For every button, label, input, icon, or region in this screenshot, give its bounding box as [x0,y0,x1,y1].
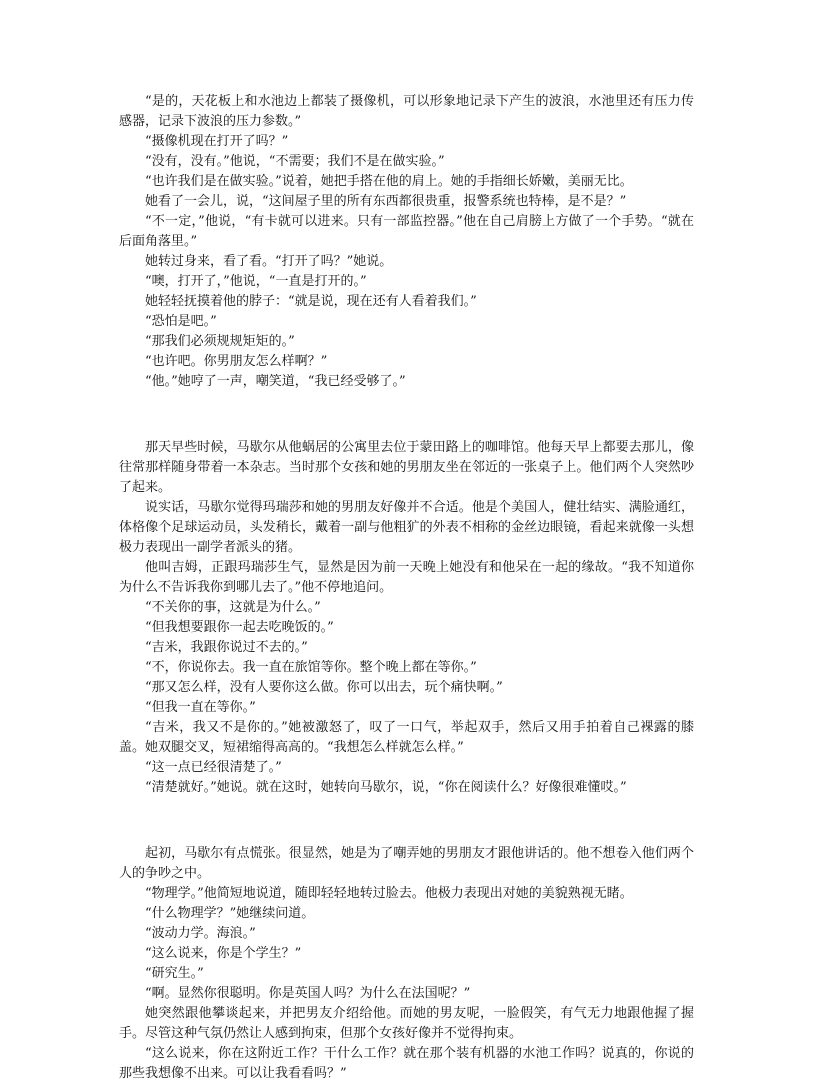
paragraph: “恐怕是吧。” [145,314,217,329]
paragraph: “清楚就好。”她说。就在这时，她转向马歇尔，说，“你在阅读什么？好像很难懂哎。” [145,780,627,795]
paragraph: “没有，没有。”他说，“不需要；我们不是在做实验。” [145,154,445,169]
paragraph: 她转过身来，看了看。“打开了吗？”她说。 [145,254,393,269]
paragraph: 说实话，马歇尔觉得玛瑞莎和她的男朋友好像并不合适。他是个美国人，健壮结实、满脸通红，体格像个足球运动员，头发稍长，戴着一副与他粗犷的外表不相称的金丝边眼镜，看起来就像一头想极力表现出一副学者派头的猪。 [119,500,694,555]
paragraph-spacer [119,811,694,831]
paragraph: 她突然跟他攀谈起来，并把男友介绍给他。而她的男友呢，一脸假笑，有气无力地跟他握了握手。尽管这种气氛仍然让人感到拘束，但那个女孩好像并不觉得拘束。 [119,1006,694,1041]
paragraph: “波动力学。海浪。” [145,926,256,941]
paragraph: “也许我们是在做实验。”说着，她把手搭在他的肩上。她的手指细长娇嫩，美丽无比。 [145,174,633,189]
paragraph: “吉米，我跟你说过不去的。” [145,640,308,655]
paragraph: “但我一直在等你。” [145,700,256,715]
paragraph: “但我想要跟你一起去吃晚饭的。” [145,620,334,635]
paragraph: “吉米，我又不是你的。”她被激怒了，叹了一口气，举起双手，然后又用手拍着自己裸露的膝盖。她双腿交叉，短裙缩得高高的。“我想怎么样就怎么样。” [119,720,694,755]
paragraph: “不一定，”他说，“有卡就可以进来。只有一部监控器。”他在自己肩膀上方做了一个手势。“就在后面角落里。” [119,214,694,249]
paragraph: “那又怎么样，没有人要你这么做。你可以出去，玩个痛快啊。” [145,680,503,695]
paragraph: “研究生。” [145,966,204,981]
paragraph: “也许吧。你男朋友怎么样啊？” [145,354,328,369]
paragraph: “物理学。”他简短地说道，随即轻轻地转过脸去。他极力表现出对她的美貌熟视无睹。 [145,886,633,901]
paragraph: “是的，天花板上和水池边上都装了摄像机，可以形象地记录下产生的波浪，水池里还有压力传感器，记录下波浪的压力参数。” [119,94,694,129]
paragraph: 起初，马歇尔有点慌张。很显然，她是为了嘲弄她的男朋友才跟他讲话的。他不想卷入他们两个人的争吵之中。 [119,846,694,881]
paragraph: “这么说来，你是个学生？” [145,946,302,961]
paragraph: “那我们必须规规矩矩的。” [145,334,295,349]
paragraph-spacer [119,405,694,425]
paragraph: “啊。显然你很聪明。你是英国人吗？为什么在法国呢？” [145,986,471,1001]
paragraph: “什么物理学？”她继续问道。 [145,906,315,921]
paragraph: “摄像机现在打开了吗？” [145,134,289,149]
paragraph: “噢，打开了，”他说，“一直是打开的。” [145,274,367,289]
paragraph: 她看了一会儿，说，“这间屋子里的所有东西都很贵重，报警系统也特棒，是不是？” [145,194,627,209]
paragraph: “他。”她哼了一声，嘲笑道，“我已经受够了。” [145,374,406,389]
paragraph: 他叫吉姆，正跟玛瑞莎生气，显然是因为前一天晚上她没有和他呆在一起的缘故。“我不知道你为什么不告诉我你到哪儿去了。”他不停地追问。 [119,560,694,595]
paragraph: “这么说来，你在这附近工作？干什么工作？就在那个装有机器的水池工作吗？说真的，你说的那些我想像不出来。可以让我看看吗？” [119,1046,694,1081]
paragraph: “不，你说你去。我一直在旅馆等你。整个晚上都在等你。” [145,660,477,675]
paragraph: “这一点已经很清楚了。” [145,760,282,775]
paragraph: 她轻轻抚摸着他的脖子：“就是说，现在还有人看着我们。” [145,294,477,309]
paragraph: 那天早些时候，马歇尔从他蜗居的公寓里去位于蒙田路上的咖啡馆。他每天早上都要去那儿，像往常那样随身带着一本杂志。当时那个女孩和她的男朋友坐在邻近的一张桌子上。他们两个人突然吵了起来。 [119,440,694,495]
paragraph: “不关你的事，这就是为什么。” [145,600,321,615]
document-page [119,92,694,1084]
